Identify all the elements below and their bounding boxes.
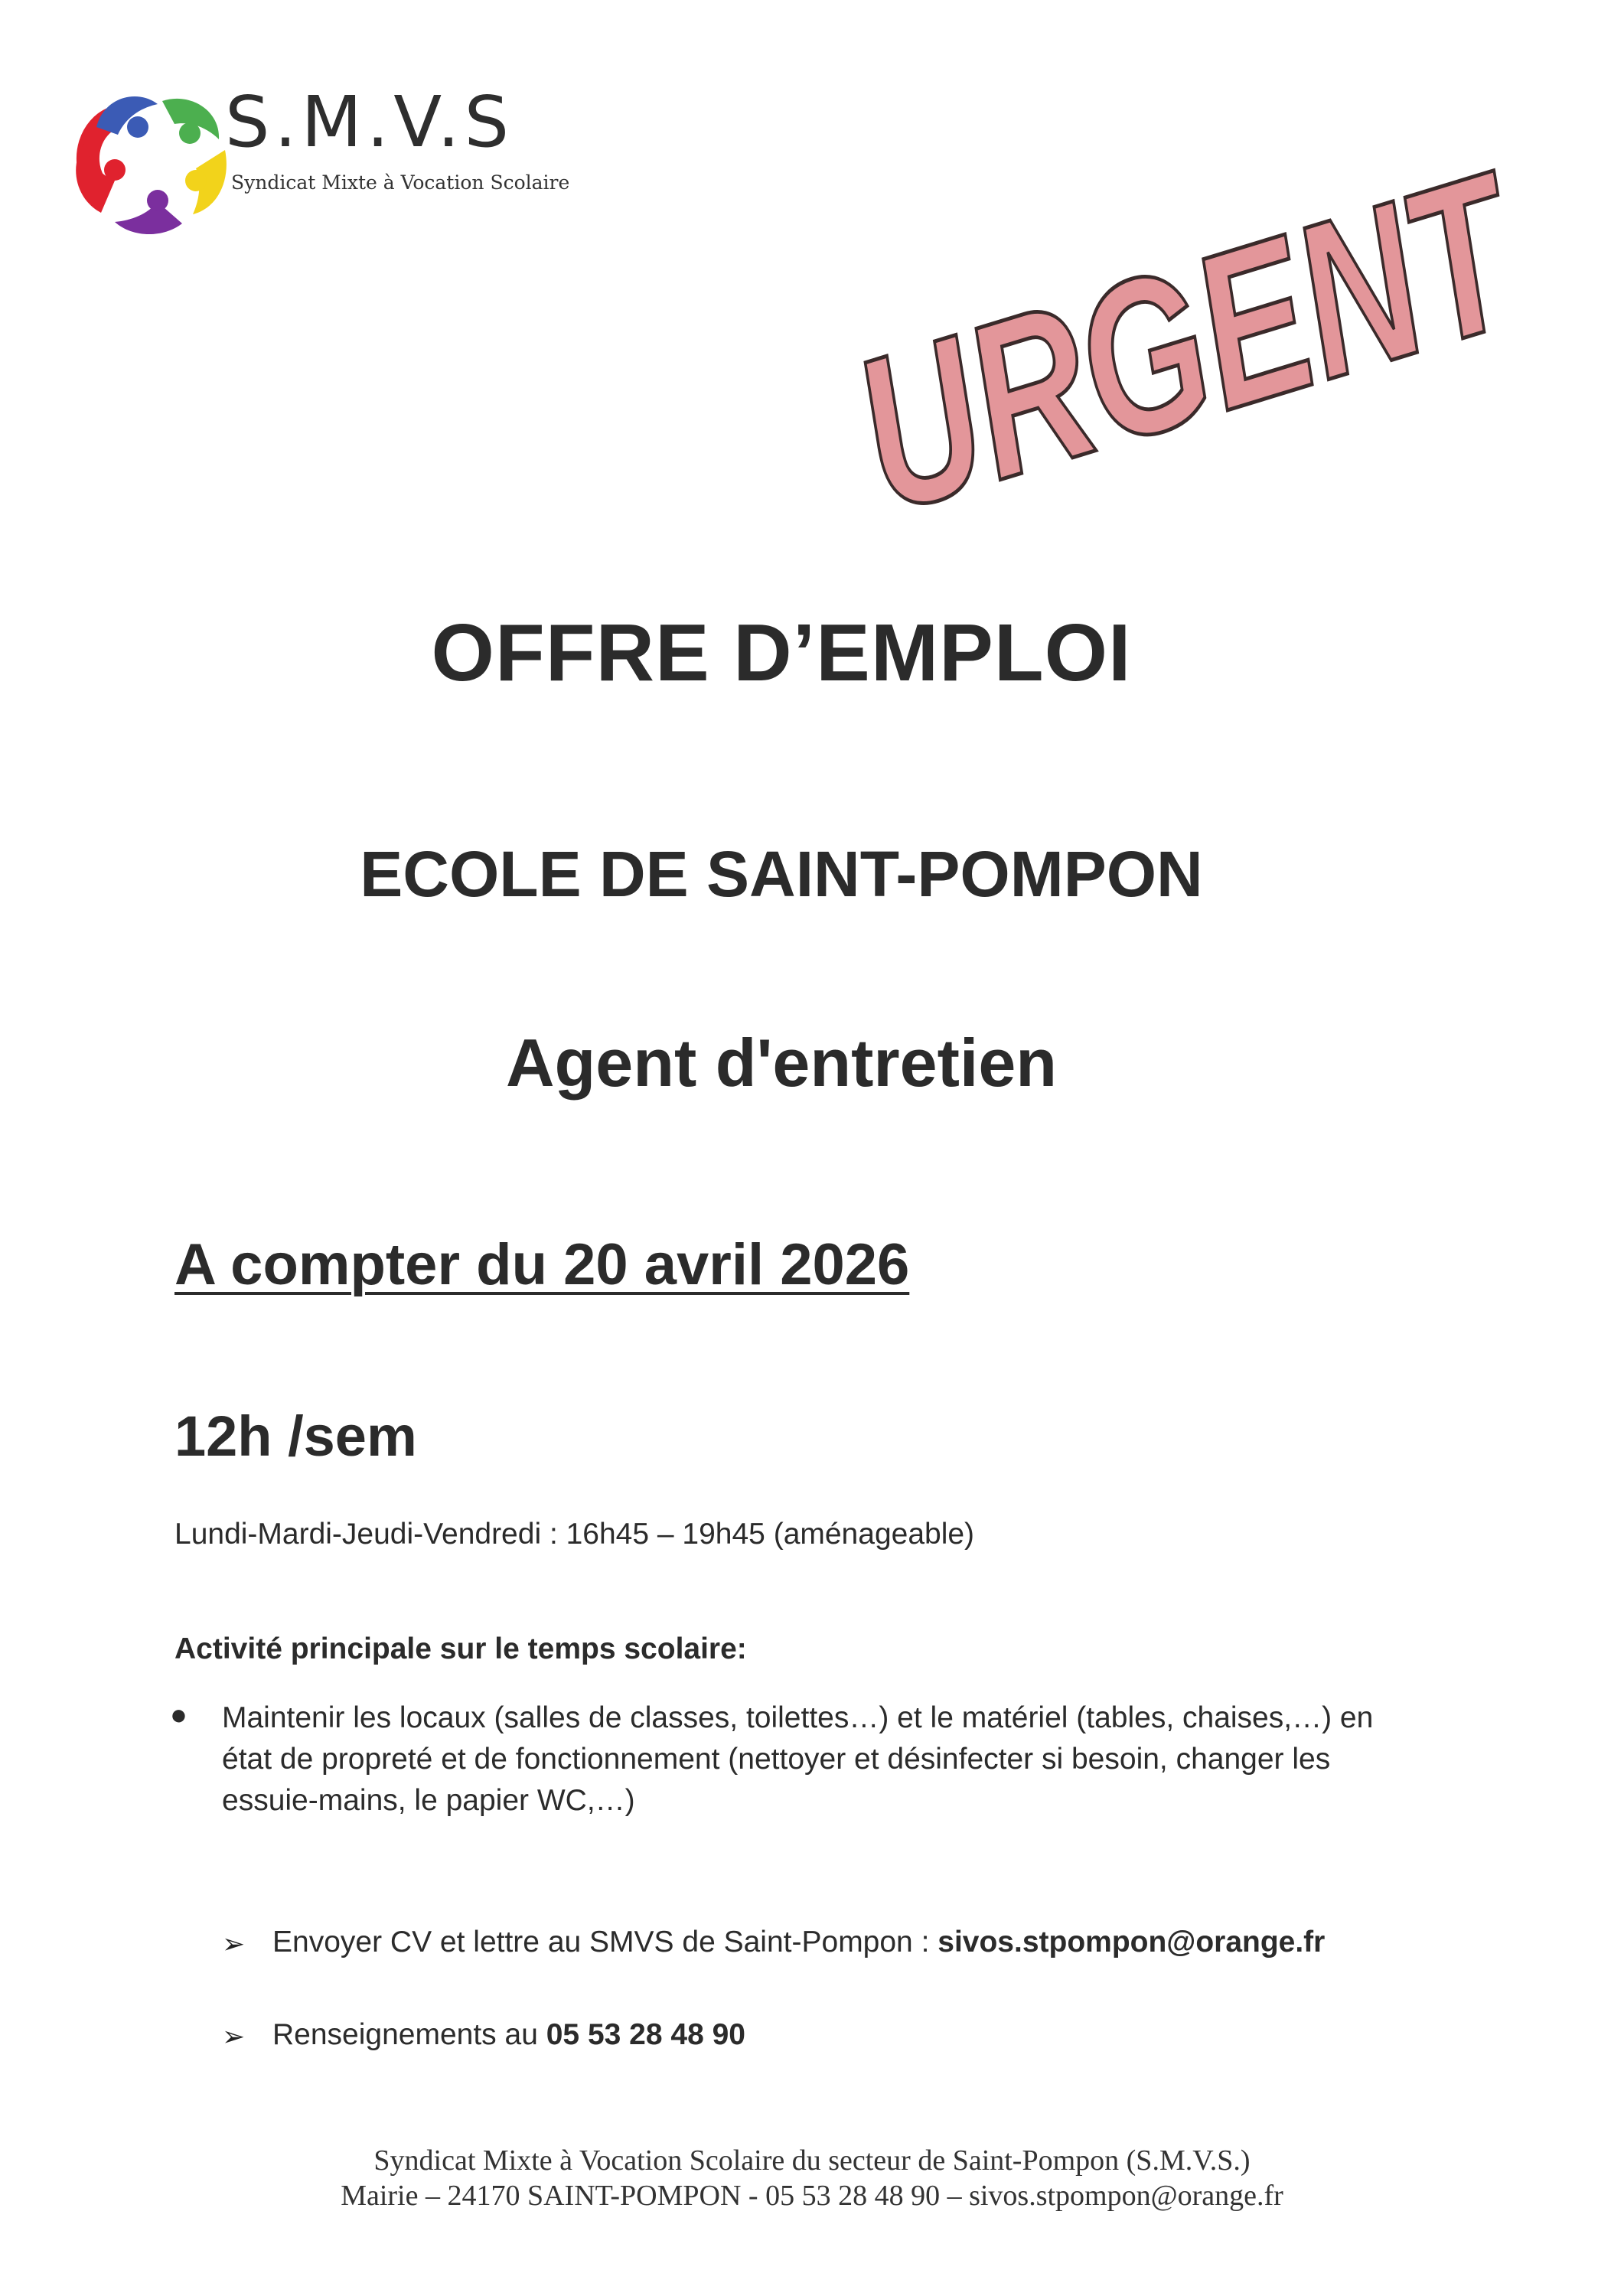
contact-phone[interactable]: 05 53 28 48 90 (546, 2018, 745, 2051)
smvs-logo-mark-icon (67, 73, 236, 242)
work-schedule: Lundi-Mardi-Jeudi-Vendredi : 16h45 – 19h45 (aménageable) (174, 1518, 975, 1551)
footer-line-1: Syndicat Mixte à Vocation Scolaire du secteur de Saint-Pompon (S.M.V.S.) (373, 2144, 1251, 2177)
position-title: Agent d'entretien (505, 1025, 1058, 1101)
activity-heading: Activité principale sur le temps scolaire: (174, 1632, 747, 1665)
arrow-bullet-icon: ➢ (222, 1928, 246, 1959)
send-cv-text: Envoyer CV et lettre au SMVS de Saint-Pompon : (272, 1926, 938, 1958)
urgent-text: URGENT (830, 128, 1542, 559)
logo-acronym: S.M.V.S (225, 81, 514, 163)
logo-subtitle: Syndicat Mixte à Vocation Scolaire (231, 171, 570, 194)
contact-email-link[interactable]: sivos.stpompon@orange.fr (938, 1926, 1326, 1958)
bullet-dot-icon: ● (170, 1699, 188, 1731)
school-title: ECOLE DE SAINT-POMPON (360, 838, 1203, 910)
footer-line-2: Mairie – 24170 SAINT-POMPON - 05 53 28 48 90 – sivos.stpompon@orange.fr (341, 2180, 1283, 2212)
info-text: Renseignements au (272, 2018, 546, 2051)
smvs-logo (67, 73, 570, 242)
info-line (272, 2020, 745, 2050)
offer-title: OFFRE D’EMPLOI (431, 608, 1132, 698)
footer (0, 2143, 1624, 2213)
start-date: A compter du 20 avril 2026 (174, 1232, 910, 1297)
arrow-bullet-icon: ➢ (222, 2020, 246, 2052)
send-cv-line (272, 1927, 1325, 1957)
weekly-hours: 12h /sem (174, 1404, 417, 1468)
activity-description: Maintenir les locaux (salles de classes, toilettes…) et le matériel (tables, chaises,…) en état de propreté et de fonctionnement (nettoyer et désinfecter si besoin, changer les essuie-mains, le papier WC,…) (222, 1701, 1374, 1817)
urgent-stamp (830, 128, 1542, 559)
